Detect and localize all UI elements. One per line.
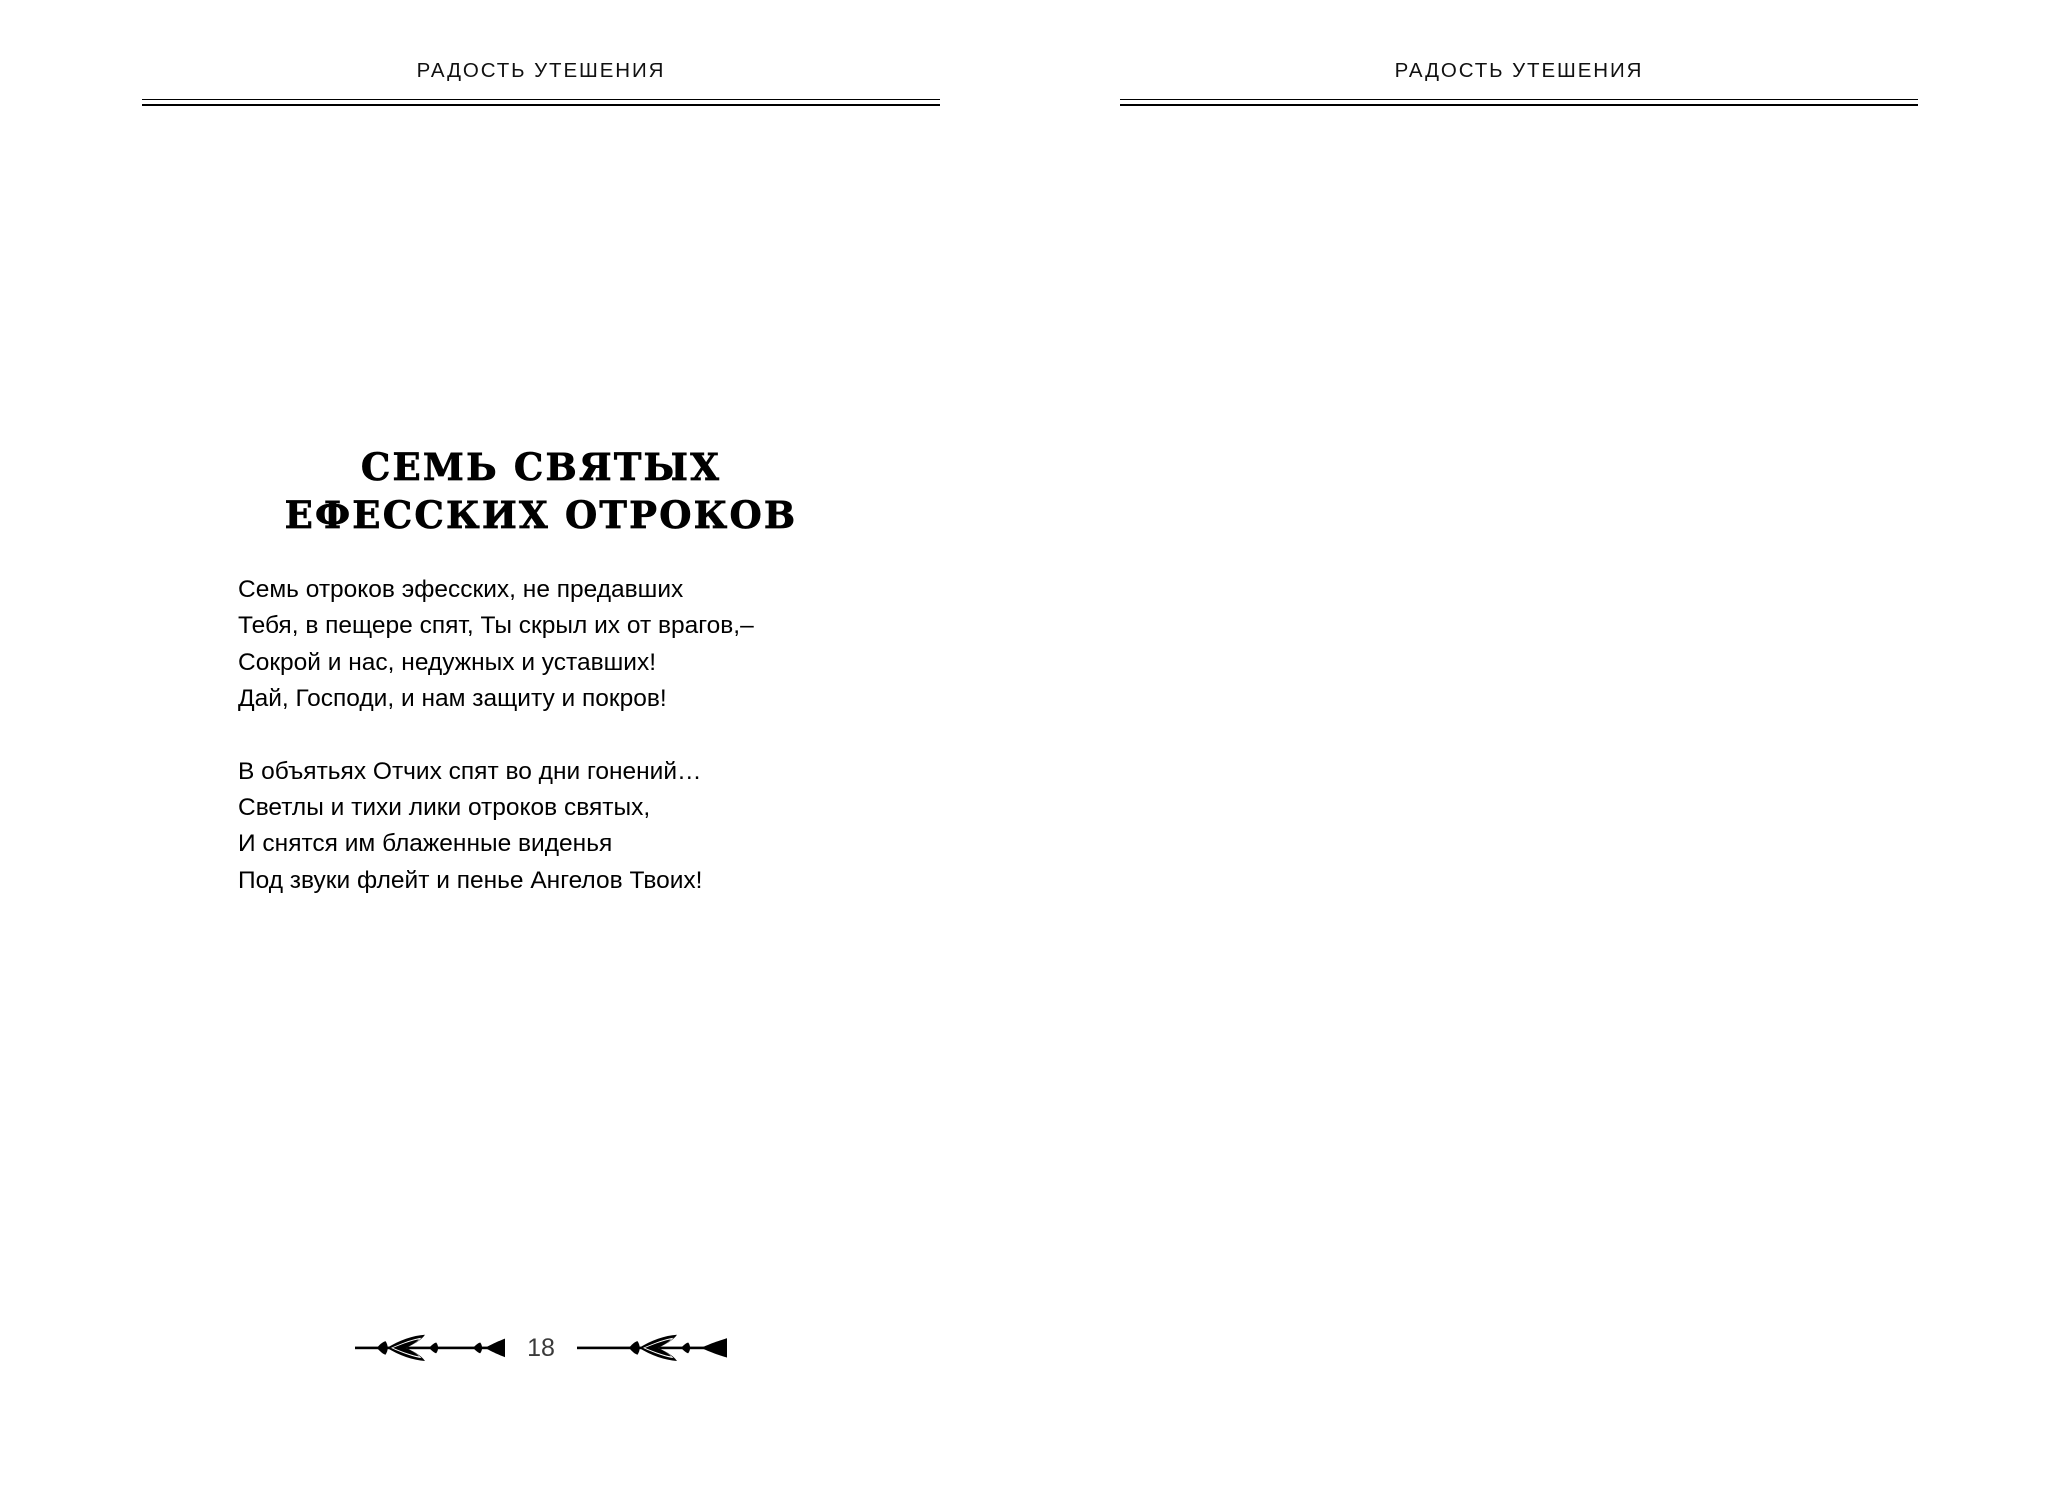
ornament-right-icon — [577, 1331, 727, 1365]
running-head-right — [1120, 58, 1918, 104]
poem-line: Под звуки флейт и пенье Ангелов Твоих! — [238, 866, 703, 894]
left-poem-title-line-1: СЕМЬ СВЯТЫХ — [360, 445, 722, 489]
left-poem-title — [142, 443, 940, 539]
page-number-left: 18 — [527, 1334, 555, 1362]
running-head-right-rule — [1120, 99, 1918, 106]
left-poem-title-line-2: ЕФЕССКИХ ОТРОКОВ — [284, 493, 798, 537]
left-page — [0, 0, 1029, 1454]
footer-left — [142, 1328, 940, 1368]
poem-line: Светлы и тихи лики отроков святых, — [238, 794, 651, 822]
running-head-right-text: РАДОСТЬ УТЕШЕНИЯ — [1394, 59, 1644, 82]
right-page — [1029, 0, 2058, 1454]
running-head-left-text: РАДОСТЬ УТЕШЕНИЯ — [416, 59, 666, 82]
poem-line: Семь отроков эфесских, не предавших — [238, 576, 684, 603]
poem-line: Тебя, в пещере спят, Ты скрыл их от врагов,– — [238, 612, 754, 640]
poem-line: Дай, Господи, и нам защиту и покров! — [238, 685, 667, 713]
running-head-left — [142, 58, 940, 104]
poem-line: В объятьях Отчих спят во дни гонений… — [238, 757, 702, 785]
poem-line: Сокрой и нас, недужных и уставших! — [238, 648, 657, 676]
stanza — [238, 572, 938, 718]
left-poem-body — [238, 572, 938, 899]
ornament-left-icon — [355, 1331, 505, 1365]
stanza — [238, 754, 938, 900]
running-head-left-rule — [142, 99, 940, 106]
poem-line: И снятся им блаженные виденья — [238, 830, 613, 858]
